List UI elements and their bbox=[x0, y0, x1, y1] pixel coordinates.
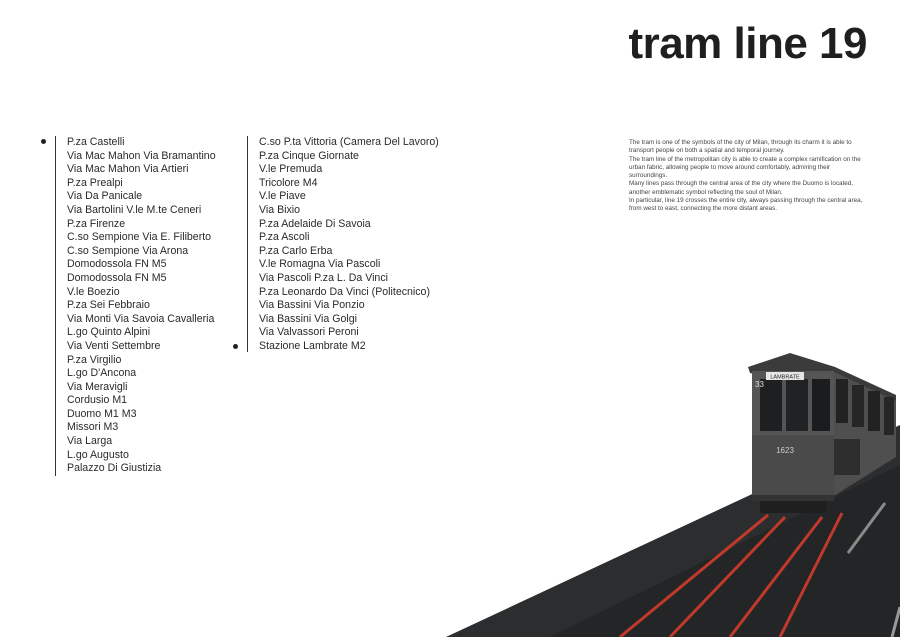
stop-item: Via Valvassori Peroni bbox=[259, 326, 359, 339]
page-title: tram line 19 bbox=[628, 19, 867, 68]
tram-window bbox=[786, 379, 808, 431]
stop-item: L.go D'Ancona bbox=[67, 367, 137, 380]
stop-item: P.za Leonardo Da Vinci (Politecnico) bbox=[259, 285, 430, 298]
line-start-dot bbox=[41, 139, 46, 144]
stop-item: P.za Carlo Erba bbox=[259, 244, 333, 257]
stop-item: Via Bartolini V.le M.te Ceneri bbox=[67, 203, 202, 216]
tram-window bbox=[812, 379, 830, 431]
stop-item: Via Meravigli bbox=[67, 380, 128, 393]
description-paragraph: Many lines pass through the central area of the city where the Duomo is located, another emblematic symbol reflecting the soul of Milan. bbox=[629, 180, 854, 196]
description-paragraph: In particular, line 19 crosses the entire city, always passing through the central area, from west to east, connecting the more distant areas. bbox=[629, 197, 863, 213]
stop-item: P.za Sei Febbraio bbox=[67, 299, 150, 312]
stop-item: Via Larga bbox=[67, 435, 113, 448]
stop-item: Via Monti Via Savoia Cavalleria bbox=[67, 312, 215, 325]
line-end-dot bbox=[233, 344, 238, 349]
tram-destination-text: LAMBRATE bbox=[770, 374, 800, 381]
stop-item: P.za Virgilio bbox=[67, 353, 122, 366]
tram-lower-band bbox=[752, 435, 834, 499]
tram-bumper bbox=[752, 495, 834, 501]
stop-item: Via Venti Settembre bbox=[67, 339, 161, 352]
stop-item: Via Bixio bbox=[259, 203, 301, 216]
description-paragraph: The tram is one of the symbols of the city of Milan, through its charm it is able to transport people on both a spatial and temporal journey. bbox=[629, 139, 852, 155]
stop-item: C.so P.ta Vittoria (Camera Del Lavoro) bbox=[259, 136, 439, 148]
tram-side-window bbox=[836, 379, 848, 423]
stop-item: L.go Quinto Alpini bbox=[67, 326, 151, 339]
tram-photo bbox=[430, 345, 900, 637]
stop-item: P.za Adelaide Di Savoia bbox=[259, 217, 371, 230]
stop-item: C.so Sempione Via Arona bbox=[67, 244, 189, 257]
stop-item: P.za Cinque Giornate bbox=[259, 149, 359, 162]
stop-item: P.za Castelli bbox=[67, 136, 125, 148]
tram-route-number: 33 bbox=[755, 380, 764, 389]
stop-list-column-1 bbox=[55, 136, 216, 476]
tram-side-window bbox=[868, 391, 880, 431]
stop-item: Missori M3 bbox=[67, 421, 119, 434]
stop-item: P.za Firenze bbox=[67, 217, 126, 230]
description-paragraph: The tram line of the metropolitan city is able to create a complex ramification on the urban fabric, allowing people to move around comfortably, admiring their surroundings. bbox=[629, 155, 861, 180]
stop-item: Cordusio M1 bbox=[67, 394, 128, 407]
stop-item: Via Mac Mahon Via Bramantino bbox=[67, 149, 216, 162]
stop-item: V.le Piave bbox=[259, 190, 306, 203]
stop-item: V.le Romagna Via Pascoli bbox=[259, 258, 381, 271]
stop-item: Via Pascoli P.za L. Da Vinci bbox=[259, 271, 388, 284]
stop-item: Domodossola FN M5 bbox=[67, 258, 167, 271]
tram-undercarriage bbox=[760, 501, 826, 513]
stop-item: Tricolore M4 bbox=[259, 176, 318, 189]
stop-item: Domodossola FN M5 bbox=[67, 271, 167, 284]
stop-item: Via Bassini Via Ponzio bbox=[259, 299, 365, 312]
stop-item: Palazzo Di Giustizia bbox=[67, 462, 162, 475]
tram-side-window bbox=[852, 385, 864, 427]
stop-item: V.le Premuda bbox=[259, 163, 323, 176]
stop-item: Via Mac Mahon Via Artieri bbox=[67, 163, 189, 176]
tram-fleet-number: 1623 bbox=[776, 446, 794, 455]
stop-list-column-2 bbox=[247, 136, 439, 352]
stop-item: L.go Augusto bbox=[67, 448, 129, 461]
stop-item: C.so Sempione Via E. Filiberto bbox=[67, 231, 212, 244]
stop-item: Via Da Panicale bbox=[67, 190, 143, 203]
stop-item: Stazione Lambrate M2 bbox=[259, 339, 366, 352]
tram-side-window bbox=[884, 397, 894, 435]
tram-advert bbox=[834, 439, 860, 475]
stop-item: Duomo M1 M3 bbox=[67, 407, 137, 420]
description bbox=[629, 139, 869, 214]
stop-item: P.za Ascoli bbox=[259, 231, 310, 244]
stop-item: Via Bassini Via Golgi bbox=[259, 312, 357, 325]
stop-item: P.za Prealpi bbox=[67, 176, 123, 189]
stop-item: V.le Boezio bbox=[67, 285, 120, 298]
